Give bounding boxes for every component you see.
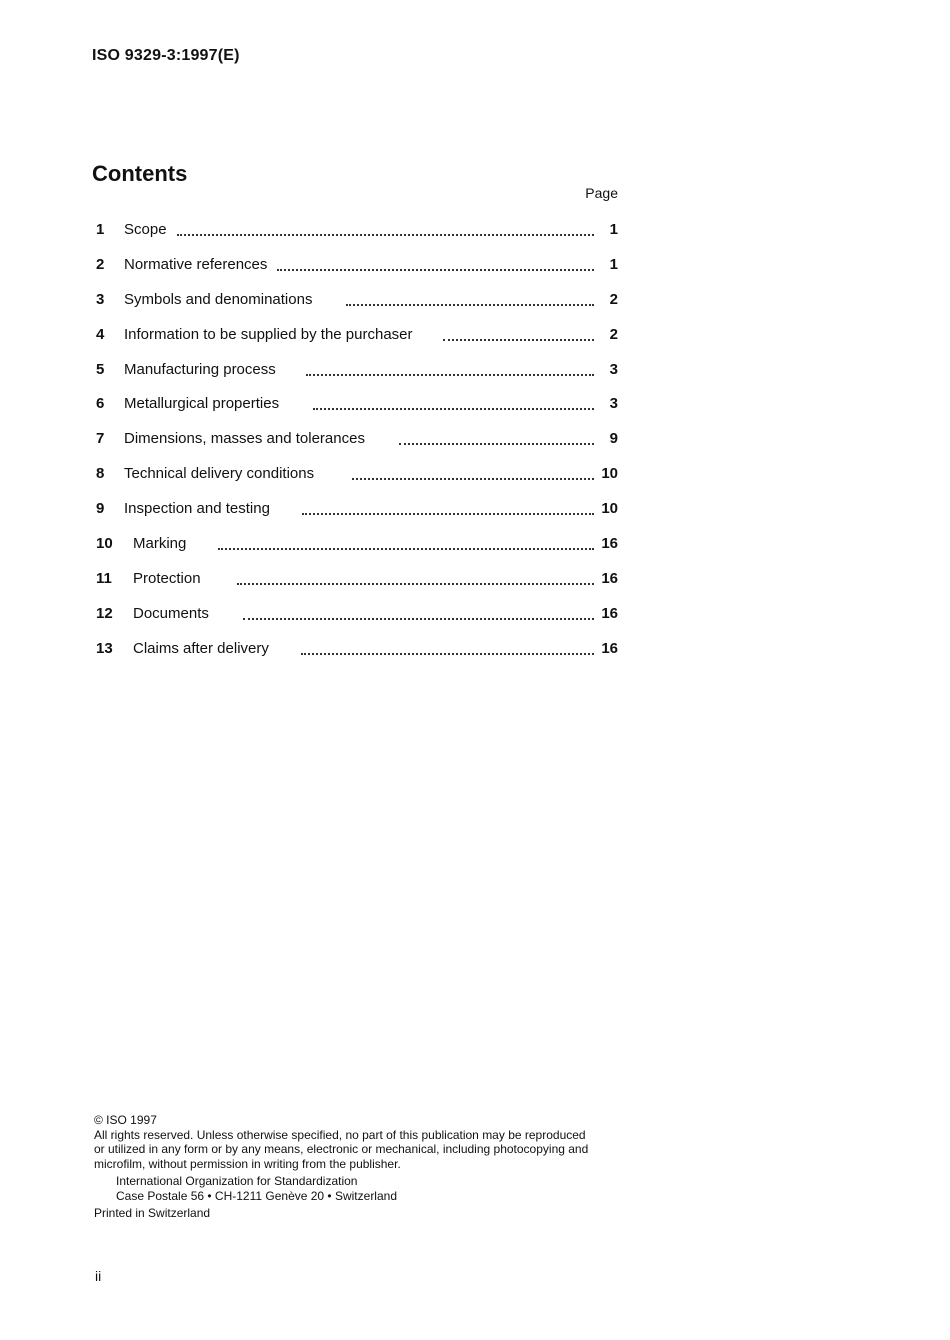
toc-entry-number: 11 [96,569,112,587]
toc-leader-dots [237,582,594,585]
toc-entry-title: Information to be supplied by the purchaser [124,325,413,343]
organization-name: International Organization for Standardization [116,1174,358,1188]
toc-entry-title: Scope [124,220,167,238]
toc-entry-number: 12 [96,604,113,622]
toc-entry-page: 10 [601,465,618,483]
toc-entry-page: 16 [601,534,618,552]
toc-entry-number: 5 [96,360,105,378]
toc-entry-page: 1 [609,220,618,238]
toc-entry-number: 4 [96,325,105,343]
toc-entry-page: 2 [609,325,618,343]
toc-leader-dots [277,268,594,271]
toc-entry-title: Technical delivery conditions [124,465,315,483]
toc-entry-title: Manufacturing process [124,360,276,378]
toc-entry-title: Inspection and testing [124,500,270,518]
toc-entry[interactable] [96,386,618,421]
toc-entry-title: Claims after delivery [133,639,269,657]
toc-entry[interactable] [96,282,618,317]
toc-entry[interactable] [96,526,618,561]
page-number: ii [95,1268,102,1284]
copyright-notice: © ISO 1997 [94,1113,157,1127]
copyright-block [94,1113,634,1221]
toc-entry-number: 3 [96,290,105,308]
toc-entry-number: 9 [96,500,105,518]
rights-text-line: or utilized in any form or by any means, electronic or mechanical, including photocopying and [94,1142,589,1156]
toc-leader-dots [218,547,594,550]
toc-entry-title: Documents [133,604,209,622]
toc-leader-dots [443,338,594,341]
toc-entry-page: 16 [601,639,618,657]
toc-entry-number: 1 [96,220,105,238]
printed-in: Printed in Switzerland [94,1206,211,1220]
rights-text-line: microfilm, without permission in writing from the publisher. [94,1156,401,1171]
toc-entry-title: Marking [133,534,187,552]
contents-title: Contents [92,161,188,186]
toc-entry-page: 10 [601,500,618,518]
toc-entry-number: 7 [96,430,105,448]
toc-entry[interactable] [96,456,618,491]
toc-leader-dots [352,477,594,480]
table-of-contents [96,212,618,666]
toc-leader-dots [399,442,594,445]
toc-entry-page: 1 [609,255,618,273]
page-column-label: Page [585,185,618,201]
toc-entry[interactable] [96,631,618,666]
toc-entry-title: Normative references [124,255,268,273]
toc-leader-dots [302,512,594,515]
toc-entry[interactable] [96,596,618,631]
toc-entry-page: 16 [601,604,618,622]
toc-entry-title: Symbols and denominations [124,290,313,308]
toc-entry[interactable] [96,421,618,456]
organization-address: Case Postale 56 • CH-1211 Genève 20 • Switzerland [116,1188,397,1203]
toc-entry-number: 8 [96,465,105,483]
toc-entry[interactable] [96,561,618,596]
toc-entry-title: Metallurgical properties [124,395,280,413]
toc-entry-title: Protection [133,569,201,587]
toc-entry-number: 10 [96,534,113,552]
toc-entry-number: 13 [96,639,113,657]
toc-entry[interactable] [96,352,618,387]
toc-entry-page: 2 [609,290,618,308]
toc-leader-dots [177,233,594,236]
toc-entry-number: 2 [96,255,105,273]
toc-entry[interactable] [96,491,618,526]
toc-entry-page: 9 [609,430,618,448]
toc-entry[interactable] [96,212,618,247]
toc-leader-dots [306,373,594,376]
toc-entry-page: 3 [609,360,618,378]
toc-entry-number: 6 [96,395,105,413]
toc-leader-dots [243,617,594,620]
rights-text-line: All rights reserved. Unless otherwise specified, no part of this publication may be reproduced [94,1127,586,1142]
toc-entry-page: 3 [609,395,618,413]
toc-entry-title: Dimensions, masses and tolerances [124,430,365,448]
toc-entry[interactable] [96,317,618,352]
toc-entry-page: 16 [601,569,618,587]
toc-entry[interactable] [96,247,618,282]
document-code: ISO 9329-3:1997(E) [92,47,240,64]
toc-leader-dots [313,407,594,410]
toc-leader-dots [301,652,594,655]
toc-leader-dots [346,303,594,306]
